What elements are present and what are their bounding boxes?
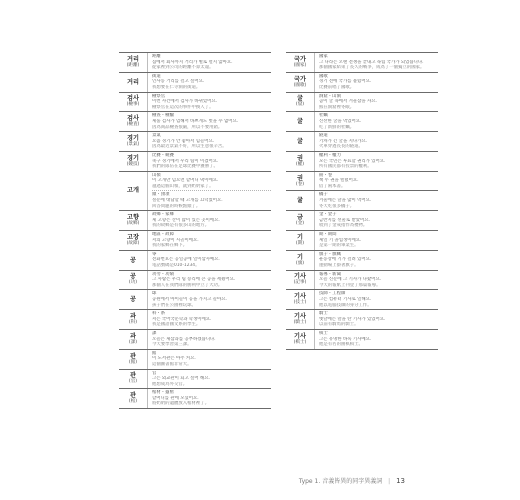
entry-row (286, 250, 438, 270)
translation-term: 金・金子 (319, 212, 337, 218)
entry-body (315, 132, 438, 151)
headword-hanja: (檢事) (126, 102, 140, 108)
headword: 거리 (127, 78, 139, 86)
translation-block (319, 272, 438, 289)
chinese-example: 檢察官在這次的事件中換人了。 (152, 104, 214, 110)
headword-hanja: (期) (295, 240, 305, 246)
korean-example: 전화번호는 공일공에 일이삼사예요. (152, 257, 220, 263)
entry-headword-cell (286, 112, 315, 131)
translation-term: 期・期間 (319, 232, 337, 238)
headword: 기사 (294, 332, 306, 340)
translation-block (152, 54, 271, 71)
translation-block (152, 311, 271, 328)
entry-row (286, 171, 438, 191)
korean-example: 곰이 굴 속에서 겨울잠을 자요. (319, 99, 377, 105)
translation-block (152, 331, 271, 348)
chinese-example: 他想成為外交官。 (152, 381, 188, 387)
entry-body (148, 350, 271, 369)
chinese-example: 熊在洞窟裡冬眠。 (319, 104, 355, 110)
chinese-example: 他是有名的圍棋棋士。 (319, 342, 363, 348)
entry-body (315, 93, 438, 112)
entry-body (315, 211, 438, 230)
korean-example: 운동장에 기가 걸려 있어요. (319, 257, 372, 263)
korean-example: 금반지를 선물로 받았어요. (319, 217, 370, 223)
headword-hanja: (館) (128, 359, 138, 365)
headword-hanja: (旗) (295, 260, 305, 266)
korean-example: 인사동 거리를 걸고 싶어요. (152, 79, 205, 85)
translation-term: 距離 (152, 54, 161, 59)
entry-headword-cell (119, 112, 148, 131)
translation-term: 檢察官 (152, 93, 166, 99)
headword: 고장 (127, 233, 139, 241)
translation-block (319, 133, 438, 150)
translation-term: 比賽・競賽 (152, 152, 174, 158)
entry-row (119, 309, 271, 329)
entry-row (286, 309, 438, 329)
headword-hanja: (騎士) (293, 320, 307, 326)
entry-body (148, 132, 271, 151)
chinese-example: 孩子們在公園裡玩球。 (152, 302, 196, 308)
entry-headword-cell (286, 172, 315, 191)
entry-body (148, 172, 271, 211)
entry-headword-cell (286, 271, 315, 290)
translation-block (152, 252, 271, 269)
headword-hanja: (檢査) (126, 122, 140, 128)
korean-example: 오늘은 제삼과를 공부하겠습니다. (152, 336, 216, 342)
headword-hanja: (景氣) (126, 142, 140, 148)
entry-body (315, 330, 438, 349)
translation-block (319, 252, 438, 269)
headword-hanja: (科) (128, 320, 138, 326)
entry-row (119, 329, 271, 349)
translation-term: 地區・故障 (152, 232, 174, 238)
korean-example: 기차가 긴 굴을 지나가요. (319, 138, 367, 144)
korean-example: 저는 국어국문학과 학생이에요. (152, 316, 212, 322)
entry-headword-cell (119, 350, 148, 369)
headword: 기사 (294, 293, 306, 301)
translation-term: 權利・權力 (319, 152, 341, 158)
entry-headword-cell (119, 93, 148, 112)
korean-example: 옛날에는 말을 탄 기사가 있었어요. (319, 316, 386, 322)
headword-hanja: (卷) (295, 181, 305, 187)
translation-term: 騎士 (319, 311, 328, 317)
chinese-example: 我想要在仁寺洞的街道。 (152, 84, 201, 90)
entry-body (148, 271, 271, 290)
translation-term: 檢查・檢驗 (152, 113, 174, 119)
chinese-example: 借了兩本書。 (319, 183, 346, 189)
chinese-example: 這個圖書館非常大。 (152, 361, 192, 367)
translation-term: 頭・頸項 (152, 192, 170, 198)
korean-example: 저의 고향이 시골이에요. (152, 237, 199, 243)
korean-example: 그는 유명한 바둑 기사예요. (319, 336, 372, 342)
entry-body (315, 53, 438, 72)
headword-hanja: (功) (128, 280, 138, 286)
headword: 관 (130, 372, 136, 380)
entry-body (315, 112, 438, 131)
entry-headword-cell (119, 211, 148, 230)
entry-body (315, 152, 438, 171)
translation-term: 山嶺 (152, 172, 161, 178)
entry-headword-cell (119, 251, 148, 270)
chinese-example: 我的家鄉在鄉下。 (152, 243, 188, 249)
translation-term: 球 (152, 291, 157, 297)
translation-block (152, 232, 271, 249)
chinese-example: 收到了金戒指作為禮物。 (319, 223, 368, 229)
korean-example: 집에서 회사까지 거리가 별로 멀지 않아요. (152, 59, 233, 65)
chinese-example: 我們的隊伍在足球比賽中獲勝了。 (152, 164, 218, 170)
entry-row (286, 289, 438, 309)
translation-term: 技師・工程師 (319, 291, 346, 297)
headword: 과 (130, 313, 136, 321)
entry-headword-cell (286, 152, 315, 171)
headword: 경기 (127, 135, 139, 143)
entry-body (315, 172, 438, 191)
korean-example: 축구 경기에서 우리 팀이 이겼어요. (152, 158, 219, 164)
headword-hanja: (棋士) (293, 339, 307, 345)
korean-example: 이 도서관은 아주 커요. (152, 356, 196, 362)
chinese-example: 今天的報紙上刊登了那篇報導。 (319, 282, 381, 288)
headword: 고향 (127, 214, 139, 222)
korean-example: 겨울에는 귤을 많이 먹어요. (319, 198, 372, 204)
headword: 굴 (297, 118, 303, 126)
translation-block (152, 212, 271, 229)
translation-block (319, 311, 438, 328)
translation-block (319, 173, 438, 190)
headword: 권 (297, 154, 303, 162)
korean-example: 오늘 신문에 그 기사가 나왔어요. (319, 277, 382, 283)
entry-body (148, 231, 271, 250)
entry-row (286, 210, 438, 230)
translation-block (152, 133, 271, 150)
translation-term: 報導・新聞 (319, 271, 341, 277)
chinese-example: 電話號碼是010-1234。 (152, 263, 200, 268)
headword: 검사 (127, 95, 139, 103)
entry-body (315, 251, 438, 270)
entry-body (315, 73, 438, 92)
translation-term: 隧道 (319, 133, 328, 139)
entry-body (148, 112, 271, 131)
entry-row (119, 230, 271, 250)
translation-block (319, 232, 438, 249)
headword-hanja: (棺) (128, 399, 138, 405)
headword-hanja: (官) (128, 379, 138, 385)
entry-row (119, 92, 271, 112)
entry-body (148, 330, 271, 349)
entry-row (119, 72, 271, 92)
translation-term: 國家 (319, 54, 328, 59)
headword: 관 (130, 352, 136, 360)
footer-title: 音義皆異的同字異義詞 (322, 478, 383, 485)
translation-block (319, 192, 438, 209)
headword: 고개 (127, 187, 139, 195)
translation-block (319, 331, 438, 348)
entry-body (315, 231, 438, 250)
translation-term: 館 (152, 350, 157, 356)
translation-term: 官 (152, 370, 157, 376)
entry-body (148, 370, 271, 389)
translation-block (152, 153, 271, 170)
translation-block (152, 190, 271, 209)
chinese-example: 所有國民都有投票的權利。 (319, 164, 372, 170)
entry-row (119, 111, 271, 131)
entry-row (286, 72, 438, 92)
korean-example: 경기 전에 국가를 불렀어요. (319, 79, 372, 85)
translation-term: 景氣 (152, 133, 161, 139)
headword: 기 (297, 233, 303, 241)
chinese-example: 將奶奶的遺體放入棺材裡了。 (152, 401, 210, 407)
entry-row (119, 250, 271, 270)
headword: 국가 (294, 75, 306, 83)
translation-block (152, 390, 271, 407)
translation-term: 科・系 (152, 311, 166, 317)
korean-example: 공원에서 아이들이 공을 가지고 놀아요. (152, 296, 227, 302)
headword: 굴 (297, 138, 303, 146)
headword-hanja: (記事) (293, 280, 307, 286)
entry-headword-cell (119, 53, 148, 72)
translation-block (152, 291, 271, 308)
headword-hanja: (國歌) (293, 82, 307, 88)
entry-headword-cell (119, 389, 148, 408)
entry-headword-cell (119, 370, 148, 389)
entry-body (148, 53, 271, 72)
headword-hanja: (窟) (295, 102, 305, 108)
korean-example: 제일 기 졸업생이에요. (319, 237, 362, 243)
entry-headword-cell (119, 152, 148, 171)
entry-row (119, 131, 271, 151)
korean-example: 그는 외교관이 되고 싶어 해요. (152, 376, 210, 382)
headword: 검사 (127, 115, 139, 123)
entry-headword-cell (286, 251, 315, 270)
chinese-example: 因為最近景氣不好，所以生意很辛苦。 (152, 144, 227, 150)
translation-term: 國歌 (319, 73, 328, 79)
entry-row (286, 190, 438, 210)
entry-headword-cell (119, 330, 148, 349)
entry-body (148, 290, 271, 309)
entry-body (315, 271, 438, 290)
chinese-example: 以前有騎馬的騎士。 (319, 322, 359, 328)
translation-block (319, 54, 438, 71)
entry-headword-cell (286, 191, 315, 210)
headword-hanja: (故障) (126, 240, 140, 246)
translation-term: 功勞・功績 (152, 271, 174, 277)
headword: 공 (130, 273, 136, 281)
entry-headword-cell (119, 290, 148, 309)
translation-block (152, 94, 271, 111)
entry-headword-cell (286, 310, 315, 329)
chinese-example: 那個國家結束了長久的戰爭，成為了一個獨立的國家。 (319, 65, 425, 71)
korean-example: 이 고개만 넘으면 할머니 댁이에요. (152, 178, 219, 184)
chinese-example: 吃了新鮮的牡蠣。 (319, 124, 355, 130)
entry-row (119, 151, 271, 171)
chinese-example: 運動場上掛著旗子。 (319, 263, 359, 268)
entry-row (119, 388, 271, 409)
entry-row (119, 270, 271, 290)
entry-row (119, 171, 271, 211)
headword-hanja: (國家) (293, 62, 307, 68)
korean-example: 요즘 경기가 안 좋아서 힘들어요. (152, 138, 215, 144)
korean-example: 질문에 대답할 때 고개를 끄덕였어요. (152, 198, 223, 204)
page-number: 13 (396, 477, 405, 485)
chinese-example: 冬天吃很多橘子。 (319, 203, 355, 209)
translation-term: 橘子 (319, 192, 328, 198)
entry-headword-cell (286, 290, 315, 309)
chinese-example: 比賽前唱了國歌。 (319, 84, 355, 90)
headword: 금 (297, 214, 303, 222)
entry-row (286, 131, 438, 151)
entry-headword-cell (286, 73, 315, 92)
korean-example: 모든 국민은 투표할 권리가 있어요. (319, 158, 386, 164)
entry-row (286, 111, 438, 131)
headword-hanja: (故鄉) (126, 221, 140, 227)
entry-row (286, 151, 438, 171)
translation-block (152, 351, 271, 368)
translation-block (319, 74, 438, 91)
headword-hanja: (距離) (126, 62, 140, 68)
entry-body (148, 93, 271, 112)
headword: 기사 (294, 273, 306, 281)
chinese-example: 回答問題的時候點頭了。 (152, 203, 201, 209)
chinese-example: 是第一期的畢業生。 (319, 243, 359, 249)
korean-example: 책 두 권을 빌렸어요. (319, 178, 359, 184)
entry-body (315, 191, 438, 210)
chinese-example: 我的故鄉是有很多山的地方。 (152, 223, 210, 229)
translation-term: 牡蠣 (319, 113, 328, 119)
left-column (119, 52, 271, 409)
chinese-example: 我是國語國文系的學生。 (152, 322, 201, 328)
korean-example: 그 사람은 우리 팀 승리에 큰 공을 세웠어요. (152, 277, 236, 283)
translation-block (152, 113, 271, 130)
translation-block (152, 371, 271, 388)
page-footer (299, 476, 405, 485)
korean-example: 제 고향은 산이 많이 있는 곳이에요. (152, 217, 220, 223)
footer-type: Type 1. (298, 478, 321, 485)
translation-block (319, 153, 438, 170)
entry-headword-cell (119, 271, 148, 290)
korean-example: 신선한 굴을 먹었어요. (319, 118, 362, 124)
translation-block (152, 173, 271, 190)
translation-term: 棺材・靈柩 (152, 390, 174, 396)
translation-term: 課 (152, 330, 157, 336)
chinese-example: 他以電腦技師的身分工作。 (319, 302, 372, 308)
entry-row (119, 369, 271, 389)
headword-hanja: (權) (295, 161, 305, 167)
entry-row (286, 92, 438, 112)
entry-row (286, 230, 438, 250)
entry-headword-cell (286, 53, 315, 72)
translation-term: 零 (152, 251, 157, 257)
korean-example: 그는 컴퓨터 기사로 일해요. (319, 296, 372, 302)
headword: 과 (130, 332, 136, 340)
entry-body (315, 290, 438, 309)
headword-hanja: (課) (128, 339, 138, 345)
chinese-example: 火車穿過長長的隧道。 (319, 144, 363, 150)
chinese-example: 從家裡到公司的距離不算太遠。 (152, 65, 214, 71)
chinese-example: 越過這個山嶺，就到奶奶家了。 (152, 183, 214, 189)
translation-block (152, 272, 271, 289)
translation-term: 棋士 (319, 330, 328, 336)
headword: 굴 (297, 95, 303, 103)
entry-row (286, 270, 438, 290)
korean-example: 그 나라는 오랜 전쟁을 끝내고 독립 국가가 되었습니다. (319, 59, 424, 65)
translation-block (152, 74, 271, 91)
headword-hanja: (競技) (126, 161, 140, 167)
headword: 국가 (294, 55, 306, 63)
entry-body (148, 73, 271, 92)
headword: 관 (130, 392, 136, 400)
chinese-example: 因為商品檢查很嚴，所以不要用錯。 (152, 124, 223, 130)
entry-body (148, 211, 271, 230)
entry-headword-cell (286, 211, 315, 230)
entry-row (119, 289, 271, 309)
chinese-example: 那個人在我們隊的勝利中立了大功。 (152, 282, 223, 288)
korean-example: 제품 검사가 엄해서 바쁘게도 벗을 수 없어요. (152, 118, 239, 124)
headword: 귤 (297, 197, 303, 205)
translation-term: 旗子・旗幟 (319, 251, 341, 257)
translation-term: 街道 (152, 73, 161, 79)
korean-example: 할머니를 관에 모셨어요. (152, 395, 199, 401)
translation-term: 故鄉・家鄉 (152, 212, 174, 218)
entry-headword-cell (286, 132, 315, 151)
entry-headword-cell (119, 310, 148, 329)
entry-row (119, 52, 271, 72)
headword: 권 (297, 174, 303, 182)
entry-row (286, 52, 438, 72)
headword-hanja: (技士) (293, 300, 307, 306)
translation-block (319, 212, 438, 229)
entry-headword-cell (119, 132, 148, 151)
entry-headword-cell (119, 231, 148, 250)
footer-separator: | (388, 478, 391, 485)
translation-term: 冊・卷 (319, 172, 333, 178)
entry-headword-cell (286, 93, 315, 112)
headword: 기사 (294, 313, 306, 321)
entry-headword-cell (286, 231, 315, 250)
entry-headword-cell (119, 172, 148, 211)
entry-row (119, 349, 271, 369)
korean-example: 이번 사건에서 검사가 바뀌었어요. (152, 99, 217, 105)
headword: 공 (130, 256, 136, 264)
right-column (286, 52, 438, 350)
entry-row (286, 329, 438, 350)
entry-body (148, 310, 271, 329)
headword: 기 (297, 253, 303, 261)
chinese-example: 今天要學習第三課。 (152, 342, 192, 348)
headword: 거리 (127, 55, 139, 63)
entry-headword-cell (286, 330, 315, 349)
headword: 경기 (127, 154, 139, 162)
entry-body (148, 152, 271, 171)
entry-body (315, 310, 438, 329)
headword-hanja: (金) (295, 221, 305, 227)
headword: 공 (130, 296, 136, 304)
entry-row (119, 210, 271, 230)
entry-headword-cell (119, 73, 148, 92)
translation-term: 洞窟・山洞 (319, 93, 341, 99)
entry-body (148, 389, 271, 408)
translation-block (319, 291, 438, 308)
translation-block (319, 94, 438, 111)
entry-body (148, 251, 271, 270)
translation-block (319, 113, 438, 130)
